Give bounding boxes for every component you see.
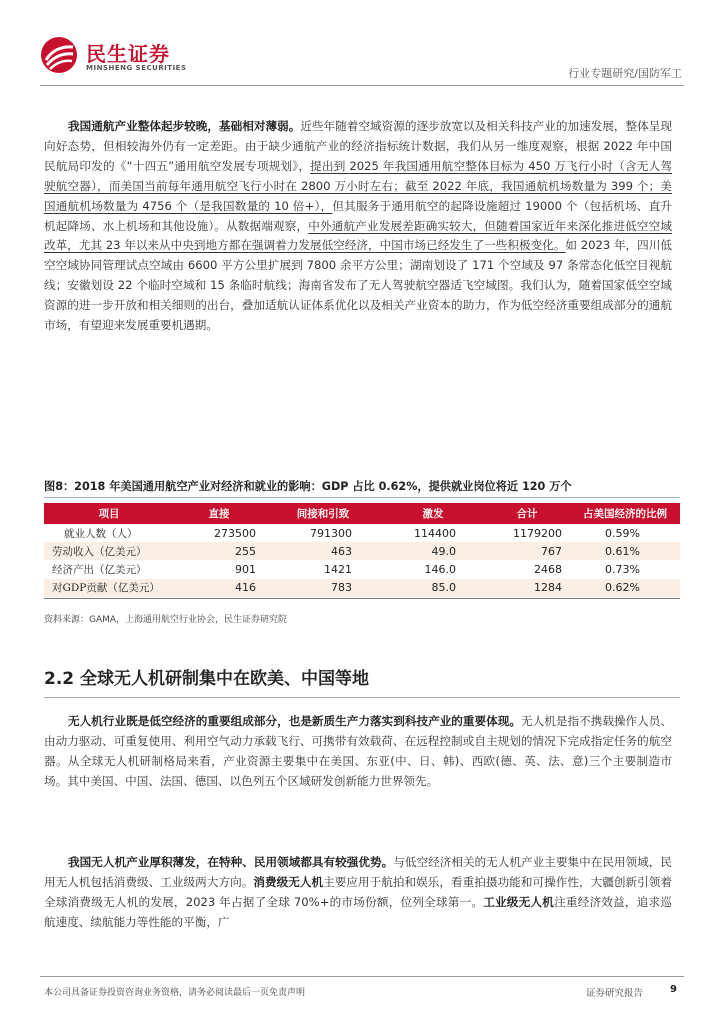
para2-lead: 无人机行业既是低空经济的重要组成部分，也是新质生产力落实到科技产业的重要体现。 bbox=[68, 714, 522, 728]
cell-total: 2468 bbox=[534, 562, 562, 576]
cell-induced: 114400 bbox=[414, 526, 456, 540]
section-divider bbox=[44, 697, 680, 698]
para1-underlined-1: 提出到 2025 年我国通用航空整体目标为 450 万飞行小时（含无人驾驶航空器），而美国当前每年通用航空飞行小时在 2800 万小时左右；截至 2022 年底，我国通航机场数量为 399 个；美国通航机场数量为 4756 个（是我国数量的 10 倍+）， bbox=[44, 158, 672, 213]
paragraph-china-drones bbox=[44, 853, 672, 933]
cell-share: 0.73% bbox=[605, 562, 640, 576]
cell-total: 1284 bbox=[484, 579, 570, 597]
cell-share: 0.59% bbox=[605, 526, 640, 540]
para3-text-1: 与低空经济相关的无人机产业主要集中在民用领域，民用无人机包括消费级、工业级两大方向。 bbox=[44, 855, 672, 889]
cell-share: 0.61% bbox=[570, 542, 680, 560]
row-label: 对GDP贡献（亿美元） bbox=[44, 579, 174, 597]
para1-text-2: 但其服务于通用航空的起降设施超过 19000 个（包括机场、直升机起降场、水上机场和其他设施）。从数据端观察， bbox=[44, 198, 672, 233]
page-number: 9 bbox=[670, 984, 677, 995]
cell-indirect: 1421 bbox=[324, 562, 352, 576]
figure-title: 图8：2018 年美国通用航空产业对经济和就业的影响：GDP 占比 0.62%，提供就业岗位将近 120 万个 bbox=[44, 480, 572, 493]
cell-induced: 85.0 bbox=[382, 579, 484, 597]
table-row bbox=[44, 560, 680, 578]
cell-induced: 146.0 bbox=[424, 562, 456, 576]
col-header-total: 合计 bbox=[484, 503, 570, 524]
table-bottom-rule bbox=[44, 598, 680, 599]
table-row bbox=[44, 542, 680, 560]
header-divider bbox=[40, 85, 684, 86]
paragraph-general-aviation bbox=[44, 117, 672, 336]
table-header-row bbox=[44, 503, 680, 524]
report-category: 行业专题研究/国防军工 bbox=[568, 67, 682, 80]
cell-direct: 416 bbox=[174, 579, 264, 597]
para1-text-1: 近些年随着空域资源的逐步放宽以及相关科技产业的加速发展，整体呈现向好态势，但相较海外仍有一定差距。由于缺少通航产业的经济指标统计数据，我们从另一维度观察，根据 2022 年中国民航局印发的《“十四五”通用航空发展专项规划》， bbox=[44, 119, 672, 173]
cell-direct: 255 bbox=[174, 542, 264, 560]
paragraph-drone-industry bbox=[44, 712, 672, 792]
para3-text-2: 主要应用于航拍和娱乐，看重拍摄功能和可操作性，大疆创新引领着全球消费级无人机的发展，2023 年占据了全球 70%+的市场份额，位列全球第一。 bbox=[44, 874, 672, 909]
col-header-share: 占美国经济的比例 bbox=[570, 503, 680, 524]
col-header-induced: 激发 bbox=[382, 503, 484, 524]
cell-share: 0.62% bbox=[570, 579, 680, 597]
footer-report-type: 证券研究报告 bbox=[586, 988, 644, 999]
para2-text: 无人机是指不携载操作人员、由动力驱动、可重复使用、利用空气动力承载飞行、可携带有效载荷、在远程控制或自主规划的情况下完成指定任务的航空器。从全球无人机研制格局来看，产业资源主要集中在美国、东亚(中、日、韩)、西欧(德、英、法、意)三个主要制造市场。其中美国、中国、法国、德国、以色列五个区域研发创新能力世界领先。 bbox=[44, 714, 672, 788]
row-label: 经济产出（亿美元） bbox=[52, 563, 147, 576]
figure-title-divider bbox=[44, 497, 680, 498]
us-aviation-impact-table bbox=[44, 503, 680, 597]
cell-indirect: 791300 bbox=[310, 526, 352, 540]
cell-indirect: 783 bbox=[264, 579, 382, 597]
row-label: 劳动收入（亿美元） bbox=[44, 542, 174, 560]
cell-total: 767 bbox=[484, 542, 570, 560]
para1-underlined-2: 中外通航产业发展差距确实较大，但随着国家近年来深化推进低空空域改革，尤其 23 年以来从中央到地方都在强调着力发展低空经济，中国市场已经发生了一些积极变化。 bbox=[44, 218, 672, 253]
cell-direct: 273500 bbox=[214, 526, 256, 540]
footer-divider bbox=[40, 976, 684, 977]
col-header-direct: 直接 bbox=[174, 503, 264, 524]
para1-lead: 我国通航产业整体起步较晚，基础相对薄弱。 bbox=[68, 119, 301, 133]
para3-lead: 我国无人机产业厚积薄发，在特种、民用领域都具有较强优势。 bbox=[68, 855, 394, 869]
para3-industrial-drone-term: 工业级无人机 bbox=[483, 894, 555, 909]
figure-source: 资料来源：GAMA，上海通用航空行业协会，民生证券研究院 bbox=[44, 615, 288, 625]
cell-direct: 901 bbox=[235, 562, 256, 576]
cell-induced: 49.0 bbox=[382, 542, 484, 560]
cell-total: 1179200 bbox=[513, 526, 562, 540]
col-header-indirect: 间接和引致 bbox=[264, 503, 382, 524]
col-header-item: 项目 bbox=[44, 503, 174, 524]
table-row bbox=[44, 579, 680, 597]
page-header bbox=[0, 0, 724, 86]
minsheng-logo-icon bbox=[40, 36, 78, 74]
para3-text-3: 注重经济效益，追求巡航速度、续航能力等性能的平衡，广 bbox=[44, 894, 672, 929]
cell-indirect: 463 bbox=[264, 542, 382, 560]
row-label: 就业人数（人） bbox=[64, 527, 138, 540]
footer-disclaimer: 本公司具备证券投资咨询业务资格，请务必阅读最后一页免责声明 bbox=[44, 988, 306, 998]
para1-text-3: 如 2023 年，四川低空空域协同管理试点空域由 6600 平方公里扩展到 7800 余平方公里；湖南划设了 171 个空域及 97 条常态化低空目视航线；安徽划设 22 个临时空域和 15 条临时航线；海南省发布了无人驾驶航空器适飞空域图。我们认为，随着国家低空空域资源的进一步开放和相关细则的出台，叠加适航认证体系优化以及相关产业资本的助力，作为低空经济重要组成部分的通航市场，有望迎来发展重要机遇期。 bbox=[44, 238, 672, 333]
section-title: 2.2 全球无人机研制集中在欧美、中国等地 bbox=[44, 669, 370, 689]
para3-consumer-drone-term: 消费级无人机 bbox=[253, 874, 324, 889]
logo-english-name: MINSHENG SECURITIES bbox=[86, 64, 187, 72]
logo-chinese-name: 民生证券 bbox=[86, 42, 170, 66]
table-row bbox=[44, 524, 680, 542]
